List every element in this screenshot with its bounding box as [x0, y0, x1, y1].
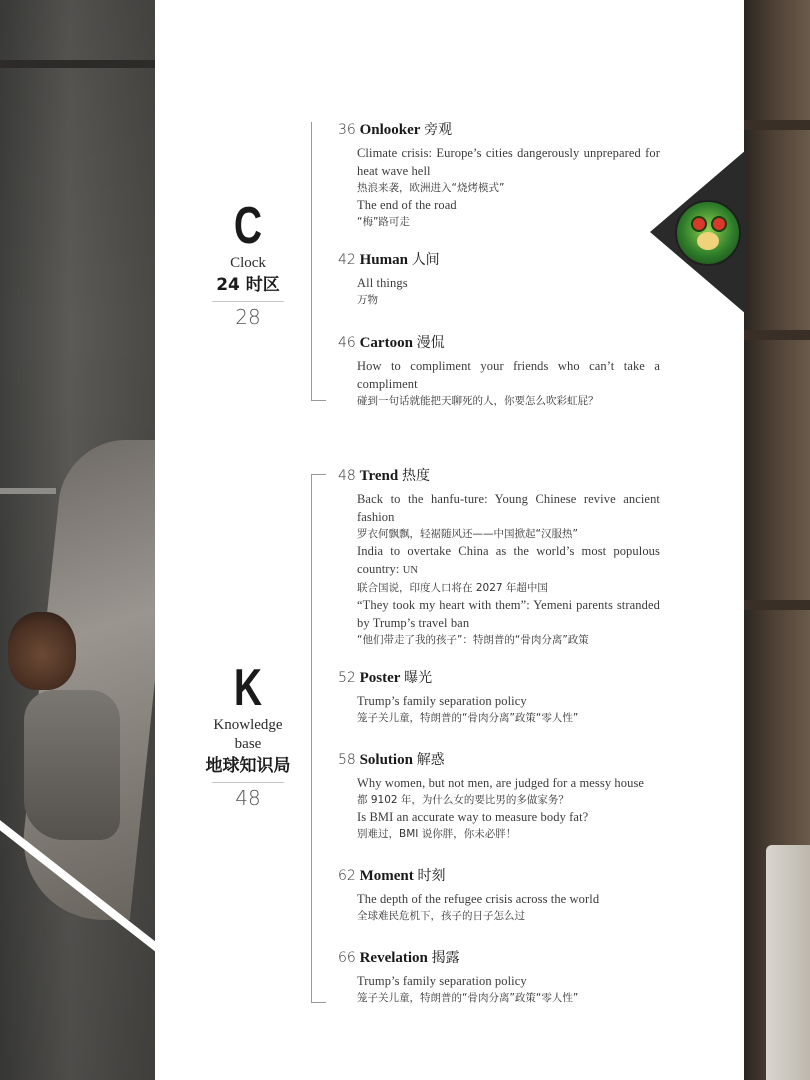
headline-text: “他们带走了我的孩子”：特朗普的“骨肉分离”政策: [357, 634, 589, 646]
toc-entry[interactable]: [338, 668, 660, 726]
photo-wood-plank: [744, 600, 810, 610]
entry-heading: [338, 668, 660, 688]
photo-sign: [766, 845, 810, 1080]
headline-text: 笼子关儿童，特朗普的“骨肉分离”政策“零人性”: [357, 992, 579, 1004]
entry-lines: [357, 972, 660, 1006]
headline-text: Why women, but not men, are judged for a messy house: [357, 776, 645, 790]
frog-eye: [691, 216, 707, 232]
headline-en: [357, 808, 660, 826]
toc-entry[interactable]: [338, 120, 660, 230]
section-title-en: Clock: [230, 255, 266, 271]
entry-heading: [338, 866, 660, 886]
headline-cn: [357, 710, 660, 726]
entry-heading: [338, 466, 660, 486]
section-title-cn: 24 时区: [216, 275, 280, 295]
photo-child-head: [8, 612, 76, 690]
headline-cn: [357, 292, 660, 308]
page-number: 58: [338, 752, 356, 768]
headline-cn: [357, 792, 660, 808]
headline-en: [357, 357, 660, 393]
column-name-cn: 揭露: [431, 950, 460, 966]
headline-text: 全球难民危机下，孩子的日子怎么过: [357, 910, 525, 922]
headline-cn: [357, 580, 660, 596]
column-name-cn: 热度: [401, 468, 430, 484]
entry-lines: [357, 357, 660, 409]
headline-en: [357, 972, 660, 990]
section-title-en: Knowledge base: [213, 717, 283, 752]
toc-entry[interactable]: [338, 466, 660, 648]
column-name-en: Cartoon: [359, 335, 413, 351]
headline-en: [357, 890, 660, 908]
column-name-cn: 人间: [411, 252, 440, 268]
entry-lines: [357, 490, 660, 648]
photo-beam: [0, 60, 155, 68]
headline-text: Back to the hanfu-ture: Young Chinese revive ancient fashion: [357, 492, 660, 524]
column-name-en: Trend: [359, 468, 399, 484]
headline-cn: [357, 393, 660, 409]
column-name-en: Revelation: [359, 950, 428, 966]
headline-text: 笼子关儿童，特朗普的“骨肉分离”政策“零人性”: [357, 712, 579, 724]
toc-entry[interactable]: [338, 866, 660, 924]
photo-child-body: [24, 690, 120, 840]
right-photo: [744, 0, 810, 1080]
section-clock: [200, 197, 296, 330]
entry-heading: [338, 333, 660, 353]
headline-text: 碰到一句话就能把天聊死的人，你要怎么吹彩虹屁？: [357, 395, 599, 407]
headline-en: [357, 542, 660, 580]
headline-cn: [357, 526, 660, 542]
headline-en: [357, 144, 660, 180]
source-tag: UN: [402, 565, 419, 576]
headline-text: 万物: [357, 294, 378, 306]
frog-belly: [697, 232, 719, 250]
headline-text: 别难过，BMI 说你胖，你未必胖！: [357, 828, 517, 840]
headline-text: Climate crisis: Europe’s cities dangerously unprepared for heat wave hell: [357, 146, 660, 178]
bracket-knowledge: [311, 474, 326, 1003]
entry-lines: [357, 890, 660, 924]
headline-text: 罗衣何飘飘，轻裾随风还——中国掀起“汉服热”: [357, 528, 578, 540]
column-name-en: Moment: [359, 868, 414, 884]
column-name-cn: 时刻: [417, 868, 446, 884]
headline-text: Trump’s family separation policy: [357, 694, 527, 708]
frog-eye: [711, 216, 727, 232]
headline-text: The end of the road: [357, 198, 457, 212]
headline-en: [357, 774, 660, 792]
headline-text: “They took my heart with them”: Yemeni parents stranded by Trump’s travel ban: [357, 598, 660, 630]
headline-cn: [357, 180, 660, 196]
toc-entry[interactable]: [338, 250, 660, 308]
toc-entry[interactable]: [338, 750, 660, 842]
headline-text: All things: [357, 276, 408, 290]
entry-heading: [338, 120, 660, 140]
entry-heading: [338, 948, 660, 968]
headline-text: “梅”路可走: [357, 216, 410, 228]
page-number: 66: [338, 950, 356, 966]
entry-lines: [357, 144, 660, 230]
headline-en: [357, 490, 660, 526]
bracket-clock: [311, 122, 326, 401]
page-number: 62: [338, 868, 356, 884]
page-number: 52: [338, 670, 356, 686]
headline-text: 联合国说，印度人口将在 2027 年超中国: [357, 582, 548, 594]
column-name-cn: 漫侃: [416, 335, 445, 351]
headline-text: Trump’s family separation policy: [357, 974, 527, 988]
headline-cn: [357, 214, 660, 230]
headline-text: How to compliment your friends who can’t take a compliment: [357, 359, 660, 391]
section-letter: K: [233, 659, 263, 717]
photo-wood-plank: [744, 120, 810, 130]
entry-heading: [338, 750, 660, 770]
photo-pipe: [0, 488, 56, 494]
section-letter: C: [233, 197, 263, 255]
headline-en: [357, 196, 660, 214]
headline-cn: [357, 990, 660, 1006]
headline-text: The depth of the refugee crisis across the world: [357, 892, 600, 906]
column-name-cn: 曝光: [404, 670, 433, 686]
headline-text: India to overtake China as the world’s most populous country:: [357, 544, 660, 576]
frog-icon: [675, 200, 741, 266]
photo-wood-plank: [744, 330, 810, 340]
page-number: 48: [338, 468, 356, 484]
section-page-number: 48: [235, 786, 261, 810]
column-name-cn: 解惑: [416, 752, 445, 768]
headline-en: [357, 596, 660, 632]
headline-cn: [357, 826, 660, 842]
headline-en: [357, 274, 660, 292]
entry-lines: [357, 774, 660, 842]
toc-entry[interactable]: [338, 948, 660, 1006]
section-divider: [212, 782, 284, 783]
page-number: 46: [338, 335, 356, 351]
section-divider: [212, 301, 284, 302]
headline-text: Is BMI an accurate way to measure body fat?: [357, 810, 589, 824]
headline-text: 都 9102 年，为什么女的要比男的多做家务？: [357, 794, 569, 806]
section-knowledge: [200, 659, 296, 811]
headline-en: [357, 692, 660, 710]
entry-lines: [357, 692, 660, 726]
headline-text: 热浪来袭，欧洲进入“烧烤模式”: [357, 182, 505, 194]
column-name-cn: 旁观: [424, 122, 453, 138]
page-number: 36: [338, 122, 356, 138]
column-name-en: Poster: [359, 670, 401, 686]
column-name-en: Human: [359, 252, 408, 268]
section-title-cn: 地球知识局: [205, 756, 291, 776]
entry-lines: [357, 274, 660, 308]
toc-entry[interactable]: [338, 333, 660, 409]
left-photo: [0, 0, 155, 1080]
headline-cn: [357, 632, 660, 648]
headline-cn: [357, 908, 660, 924]
page-number: 42: [338, 252, 356, 268]
column-name-en: Onlooker: [359, 122, 421, 138]
entry-heading: [338, 250, 660, 270]
column-name-en: Solution: [359, 752, 413, 768]
section-page-number: 28: [235, 305, 261, 329]
